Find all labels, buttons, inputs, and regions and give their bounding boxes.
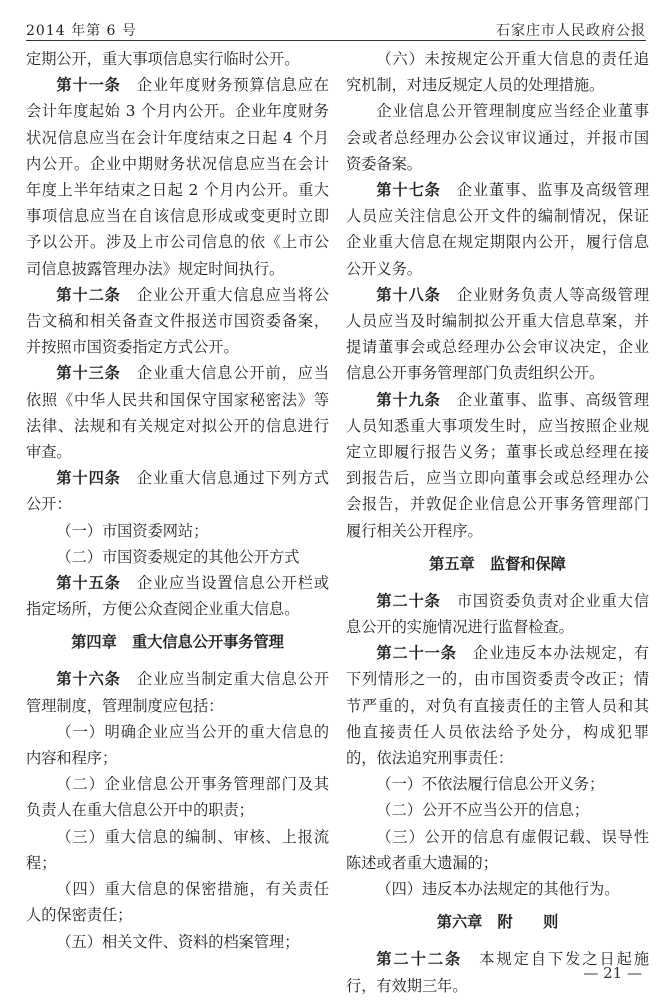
paragraph-text: （三）重大信息的编制、审核、上报流程； [26, 827, 329, 872]
paragraph-text: 企业重大信息通过下列方式公开： [26, 469, 330, 514]
paragraph-text: （一）明确企业应当公开的重大信息的内容和程序； [26, 722, 329, 768]
article-number: 第十九条 [376, 390, 441, 409]
paragraph [346, 98, 649, 177]
article-paragraph [26, 570, 329, 622]
paragraph [346, 797, 649, 823]
paragraph [346, 46, 649, 98]
article-paragraph [26, 465, 329, 517]
article-number: 第十五条 [56, 574, 121, 593]
chapter-heading: 第六章 附 则 [436, 913, 559, 932]
paragraph [26, 771, 329, 823]
article-number: 第十四条 [56, 469, 121, 488]
chapter-heading: 第四章 重大信息公开事务管理 [71, 633, 284, 652]
paragraph-text: 企业公开重大信息应当将公告文稿和相关备查文件报送市国资委备案，并按照市国资委指定方式公开。 [26, 285, 330, 357]
paragraph-text: （四）违反本办法规定的其他行为。 [376, 880, 620, 899]
paragraph-text: 企业董事、监事、高级管理人员知悉重大事项发生时，应当按照企业规定立即履行报告义务；董事长或总经理在接到报告后，应当立即向董事会或总经理办公会报告，并敦促企业信息公开事务管理部门履行相关公开程序。 [346, 390, 650, 540]
paragraph [346, 771, 649, 797]
paragraph-text: 企业应当设置信息公开栏或指定场所，方便公众查阅企业重大信息。 [26, 574, 330, 619]
paragraph-text: （二）公开不应当公开的信息； [376, 801, 590, 820]
article-number: 第十八条 [376, 285, 441, 304]
article-paragraph [26, 360, 329, 465]
right-column [346, 46, 649, 999]
paragraph [26, 824, 329, 876]
paragraph-text: 企业应当制定重大信息公开管理制度，管理制度应包括： [26, 670, 330, 715]
running-header [26, 14, 646, 40]
paragraph-text: （二）企业信息公开事务管理部门及其负责人在重大信息公开中的职责； [26, 775, 329, 820]
paragraph-text: 市国资委负责对企业重大信息公开的实施情况进行监督检查。 [346, 591, 650, 637]
article-number: 第二十一条 [376, 644, 457, 663]
paragraph-text: 本规定自下发之日起施行，有效期三年。 [346, 950, 650, 995]
paragraph [346, 824, 649, 876]
page-number: — 21 — [583, 964, 642, 982]
paragraph-text: （五）相关文件、资料的档案管理； [56, 932, 300, 951]
paragraph-text: （二）市国资委规定的其他公开方式 [56, 547, 300, 566]
article-paragraph [346, 177, 649, 282]
paragraph [26, 719, 329, 771]
paragraph-text: 企业重大信息公开前，应当依照《中华人民共和国保守国家秘密法》等法律、法规和有关规定对拟公开的信息进行审查。 [26, 364, 330, 462]
paragraph [26, 929, 329, 955]
journal-title: 石家庄市人民政府公报 [496, 23, 646, 39]
left-column [26, 46, 329, 955]
article-paragraph [26, 282, 329, 361]
paragraph [26, 518, 329, 544]
paragraph-text: 企业董事、监事及高级管理人员应关注信息公开文件的编制情况，保证企业重大信息在规定期限内公开，履行信息公开义务。 [346, 181, 650, 278]
paragraph [346, 876, 649, 902]
article-paragraph [346, 640, 649, 771]
article-number: 第十三条 [56, 364, 121, 383]
paragraph-text: 企业违反本办法规定，有下列情形之一的，由市国资委责令改正；情节严重的，对负有直接责任的主管人员和其他直接责任人员依法给予处分，构成犯罪的，依法追究刑事责任： [346, 644, 650, 768]
article-number: 第十一条 [56, 76, 121, 95]
article-paragraph [346, 282, 649, 387]
article-number: 第十七条 [376, 181, 441, 200]
paragraph-text: （四）重大信息的保密措施，有关责任人的保密责任； [26, 880, 329, 925]
article-paragraph [26, 666, 329, 718]
article-paragraph [346, 387, 649, 544]
paragraph [26, 46, 329, 72]
article-number: 第二十条 [376, 591, 441, 610]
article-paragraph [346, 588, 649, 640]
paragraph-text: 企业财务负责人等高级管理人员应当及时编制拟公开重大信息草案，并提请董事会或总经理办公会审议决定，企业信息公开事务管理部门负责组织公开。 [346, 285, 650, 383]
article-number: 第二十二条 [376, 950, 463, 969]
paragraph-text: （一）市国资委网站； [56, 521, 209, 540]
article-number: 第十六条 [56, 670, 121, 689]
header-rule [26, 40, 646, 41]
paragraph-text: （六）未按规定公开重大信息的责任追究机制，对违反规定人员的处理措施。 [346, 50, 649, 95]
article-paragraph [26, 72, 329, 282]
paragraph-text: （三）公开的信息有虚假记载、误导性陈述或者重大遗漏的； [346, 827, 649, 872]
paragraph [26, 876, 329, 928]
paragraph-text: 定期公开，重大事项信息实行临时公开。 [26, 50, 300, 68]
chapter-heading: 第五章 监督和保障 [429, 554, 566, 573]
paragraph [26, 544, 329, 570]
paragraph-text: 企业信息公开管理制度应当经企业董事会或者总经理办公会议审议通过，并报市国资委备案。 [346, 102, 649, 173]
issue-number: 2014 年第 6 号 [26, 23, 137, 39]
paragraph-text: 企业年度财务预算信息应在会计年度起始 3 个月内公开。企业年度财务状况信息应当在会计年度结束之日起 4 个月内公开。企业中期财务状况信息应当在会计年度上半年结束之日起 2 个月内公开。重大事项信息应当在自该信息形成或变更时立即予以公开。涉及上市公司信息的依《上市公司信息披露管理办法》规定时间执行。 [26, 76, 330, 278]
article-number: 第十二条 [56, 285, 121, 304]
paragraph-text: （一）不依法履行信息公开义务； [376, 775, 605, 794]
